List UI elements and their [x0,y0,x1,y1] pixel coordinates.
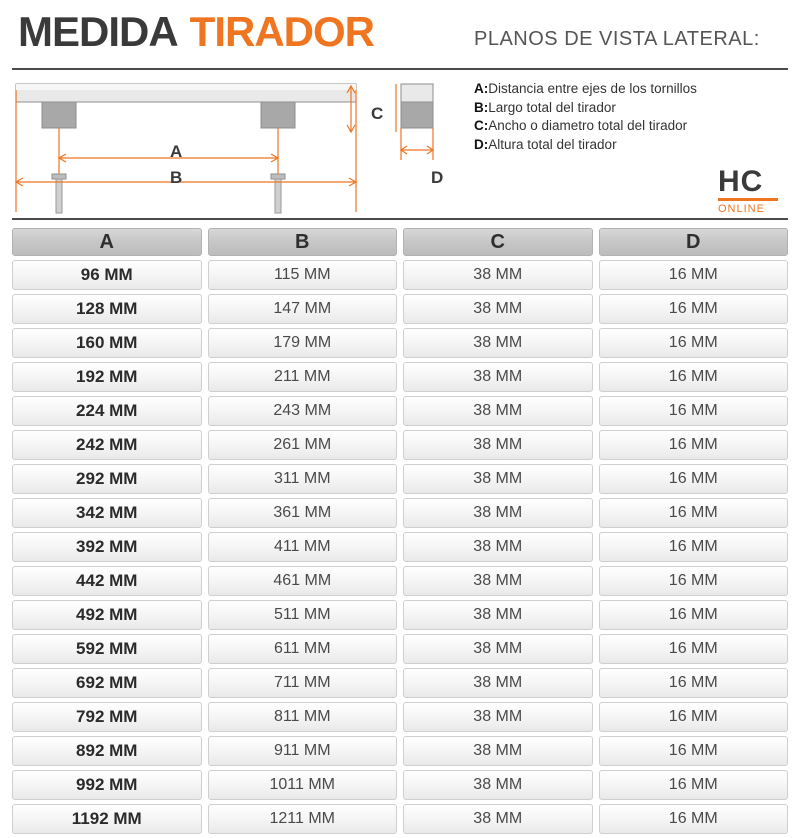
table-cell-d: 16 MM [599,498,789,528]
table-cell-c: 38 MM [403,702,593,732]
page-title [18,8,374,56]
brand-logo [718,165,788,215]
legend-text-c: Ancho o diametro total del tirador [488,118,688,133]
legend-item-d [474,136,697,155]
measurements-table [12,228,788,838]
legend-list [474,80,697,154]
column-header-a: A [12,228,202,256]
table-cell-a: 1192 MM [12,804,202,834]
logo-tagline: ONLINE [718,203,765,215]
column-header-d: D [599,228,789,256]
legend-item-b [474,99,697,118]
table-cell-d: 16 MM [599,566,789,596]
table-cell-b: 211 MM [208,362,398,392]
table-row [12,600,788,630]
handle-post-left [42,102,76,128]
table-cell-b: 243 MM [208,396,398,426]
table-cell-d: 16 MM [599,430,789,460]
table-cell-d: 16 MM [599,294,789,324]
table-cell-b: 411 MM [208,532,398,562]
legend-key-a: A: [474,81,489,96]
table-cell-a: 692 MM [12,668,202,698]
column-header-c: C [403,228,593,256]
table-row [12,260,788,290]
table-cell-c: 38 MM [403,532,593,562]
legend-text-d: Altura total del tirador [488,136,617,152]
table-header-row [12,228,788,256]
table-cell-a: 992 MM [12,770,202,800]
page-subtitle: PLANOS DE VISTA LATERAL: [474,28,760,50]
handle-post-right [261,102,295,128]
title-word-tirador: TIRADOR [189,8,374,55]
table-row [12,702,788,732]
table-cell-c: 38 MM [403,770,593,800]
table-cell-a: 892 MM [12,736,202,766]
table-cell-d: 16 MM [599,532,789,562]
table-cell-a: 792 MM [12,702,202,732]
table-cell-c: 38 MM [403,600,593,630]
table-cell-c: 38 MM [403,634,593,664]
title-word-medida: MEDIDA [18,8,178,55]
table-cell-a: 592 MM [12,634,202,664]
table-cell-c: 38 MM [403,396,593,426]
table-cell-a: 128 MM [12,294,202,324]
table-cell-b: 461 MM [208,566,398,596]
table-cell-b: 361 MM [208,498,398,528]
logo-text: HC [718,165,764,198]
legend-text-b: Largo total del tirador [488,99,616,115]
legend-text-a: Distancia entre ejes de los tornillos [488,81,697,96]
table-row [12,736,788,766]
table-cell-c: 38 MM [403,498,593,528]
table-row [12,362,788,392]
table-cell-d: 16 MM [599,600,789,630]
table-cell-d: 16 MM [599,668,789,698]
table-cell-a: 192 MM [12,362,202,392]
dimension-label-c: C [371,104,384,123]
legend-key-b: B: [474,99,489,115]
table-cell-d: 16 MM [599,396,789,426]
legend-item-a [474,80,697,99]
table-cell-d: 16 MM [599,328,789,358]
table-cell-d: 16 MM [599,702,789,732]
table-cell-b: 1211 MM [208,804,398,834]
table-cell-b: 147 MM [208,294,398,324]
table-row [12,328,788,358]
table-cell-b: 115 MM [208,260,398,290]
table-cell-d: 16 MM [599,804,789,834]
table-cell-a: 160 MM [12,328,202,358]
table-row [12,566,788,596]
table-row [12,804,788,834]
table-cell-a: 242 MM [12,430,202,460]
table-row [12,770,788,800]
table-row [12,464,788,494]
table-cell-c: 38 MM [403,668,593,698]
table-cell-c: 38 MM [403,804,593,834]
dimension-label-b: B [170,168,183,187]
table-cell-c: 38 MM [403,328,593,358]
table-cell-b: 711 MM [208,668,398,698]
table-cell-c: 38 MM [403,294,593,324]
handle-drawing [6,70,476,220]
table-cell-d: 16 MM [599,362,789,392]
table-cell-a: 342 MM [12,498,202,528]
screw-left [52,174,66,213]
table-cell-b: 261 MM [208,430,398,460]
table-row [12,498,788,528]
table-row [12,430,788,460]
logo-underline [718,198,778,201]
table-cell-d: 16 MM [599,634,789,664]
table-cell-c: 38 MM [403,566,593,596]
table-cell-c: 38 MM [403,464,593,494]
table-row [12,532,788,562]
column-header-b: B [208,228,398,256]
table-cell-a: 96 MM [12,260,202,290]
legend-key-c: C: [474,118,489,133]
legend-key-d: D: [474,136,489,152]
table-cell-a: 292 MM [12,464,202,494]
table-cell-d: 16 MM [599,260,789,290]
table-cell-b: 911 MM [208,736,398,766]
dimension-label-a: A [170,142,183,161]
table-cell-b: 311 MM [208,464,398,494]
table-row [12,668,788,698]
legend-item-c [474,117,697,136]
table-row [12,634,788,664]
table-cell-b: 1011 MM [208,770,398,800]
table-cell-b: 611 MM [208,634,398,664]
table-cell-b: 511 MM [208,600,398,630]
handle-bar-highlight [16,84,356,90]
table-cell-d: 16 MM [599,770,789,800]
screw-right [271,174,285,213]
dimension-label-d: D [431,168,444,187]
table-cell-d: 16 MM [599,736,789,766]
table-cell-d: 16 MM [599,464,789,494]
table-row [12,294,788,324]
table-cell-a: 492 MM [12,600,202,630]
table-cell-b: 179 MM [208,328,398,358]
side-view-handle [401,84,433,128]
table-row [12,396,788,426]
table-cell-c: 38 MM [403,260,593,290]
table-cell-a: 392 MM [12,532,202,562]
page-header [0,0,800,70]
diagram-section [0,68,800,220]
table-cell-b: 811 MM [208,702,398,732]
table-cell-a: 224 MM [12,396,202,426]
table-cell-c: 38 MM [403,362,593,392]
table-cell-a: 442 MM [12,566,202,596]
table-cell-c: 38 MM [403,430,593,460]
table-cell-c: 38 MM [403,736,593,766]
